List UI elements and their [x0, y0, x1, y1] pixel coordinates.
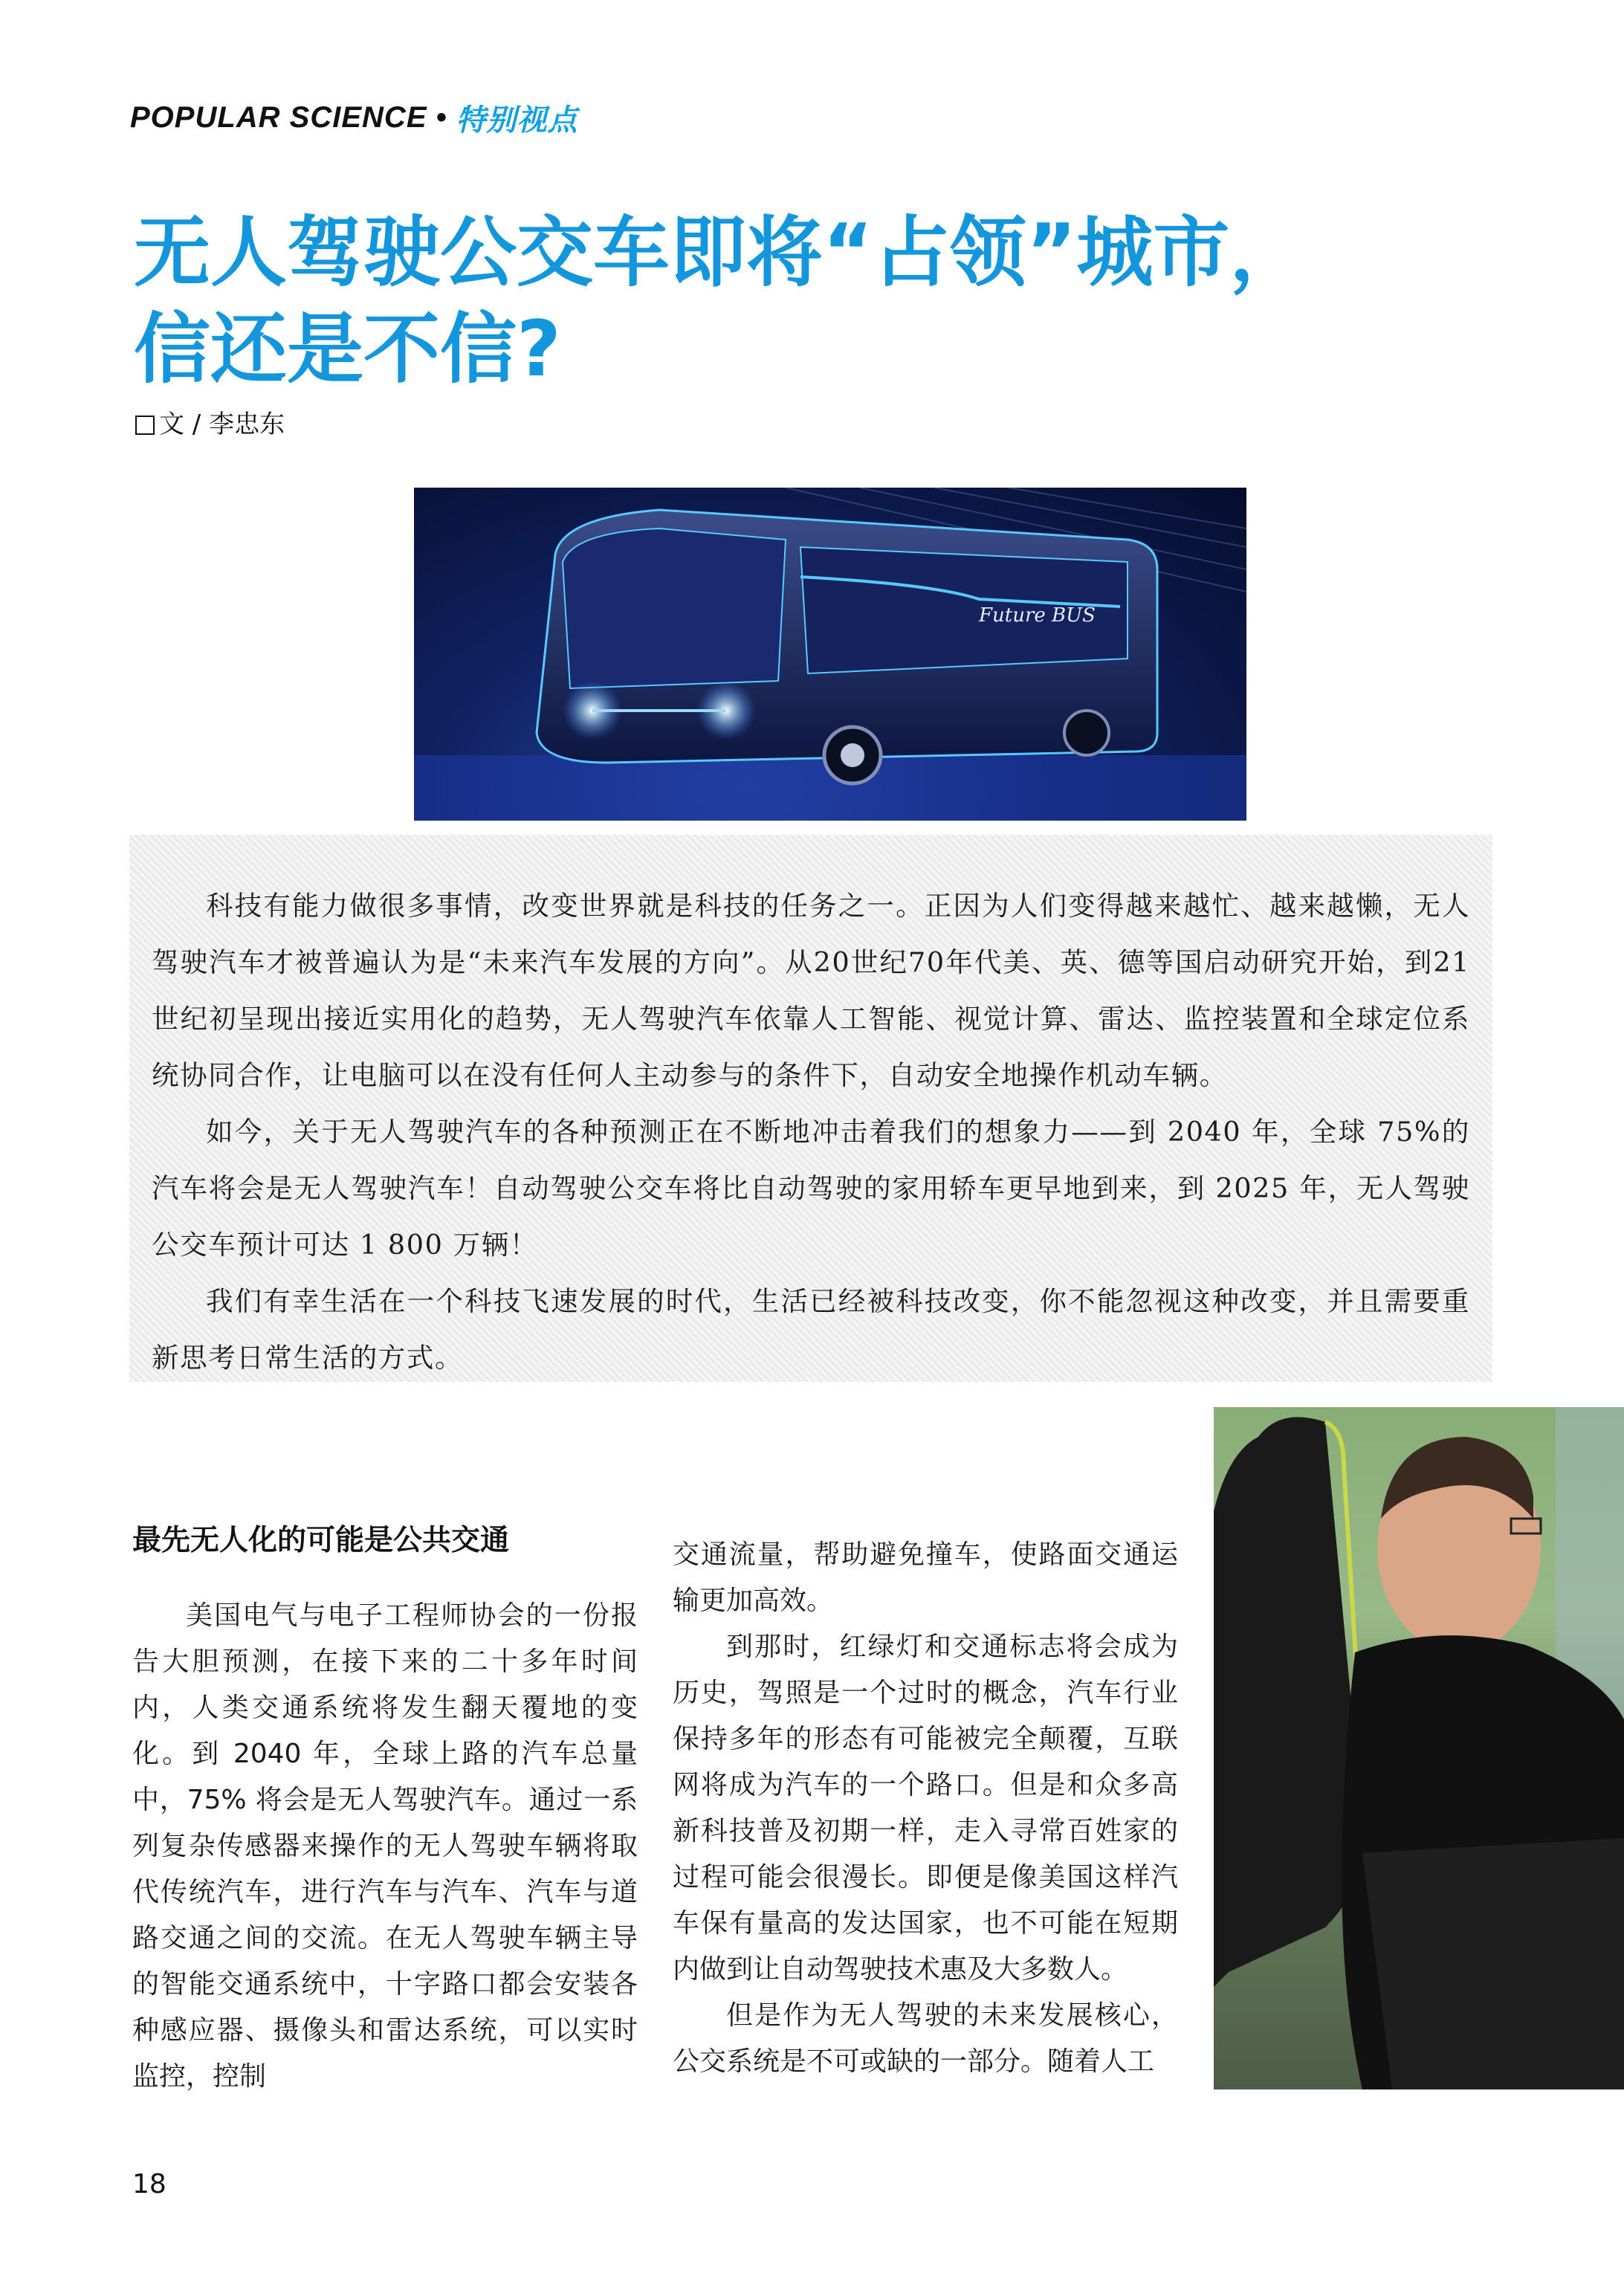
byline-box-icon: [135, 416, 155, 435]
intro-paragraph-1: 科技有能力做很多事情，改变世界就是科技的任务之一。正因为人们变得越来越忙、越来越懒，无人驾驶汽车才被普遍认为是“未来汽车发展的方向”。从20世纪70年代美、英、德等国启动研究开始，到21世纪初呈现出接近实用化的趋势，无人驾驶汽车依靠人工智能、视觉计算、雷达、监控装置和全球定位系统协同合作，让电脑可以在没有任何人主动参与的条件下，自动安全地操作机动车辆。: [152, 890, 1470, 1091]
section-heading: 最先无人化的可能是公共交通: [132, 1524, 510, 1557]
header-separator: •: [436, 100, 447, 134]
future-bus-illustration: [414, 488, 1246, 821]
byline-text: 文 / 李忠东: [159, 410, 285, 439]
article-title: [134, 204, 1546, 398]
intro-paragraph-3: 我们有幸生活在一个科技飞速发展的时代，生活已经被科技改变，你不能忽视这种改变，并且需要重新思考日常生活的方式。: [152, 1285, 1470, 1374]
body-paragraph: 到那时，红绿灯和交通标志将会成为历史，驾照是一个过时的概念，汽车行业保持多年的形态有可能被完全颠覆，互联网将成为汽车的一个路口。但是和众多高新科技普及初期一样，走入寻常百姓家的过程可能会很漫长。即便是像美国这样汽车保有量高的发达国家，也不可能在短期内做到让自动驾驶技术惠及大多数人。: [673, 1632, 1178, 1985]
body-paragraph: 美国电气与电子工程师协会的一份报告大胆预测，在接下来的二十多年时间内，人类交通系统将发生翻天覆地的变化。到 2040 年，全球上路的汽车总量中，75% 将会是无人驾驶汽车。通过一系列复杂传感器来操作的无人驾驶车辆将取代传统汽车，进行汽车与汽车、汽车与道路交通之间的交流。在无人驾驶车辆主导的智能交通系统中，十字路口都会安装各种感应器、摄像头和雷达系统，可以实时监控，控制: [132, 1600, 638, 2092]
intro-panel: [129, 835, 1492, 1382]
publication-name: POPULAR SCIENCE: [130, 100, 427, 134]
title-line-1: 无人驾驶公交车即将“占领”城市，: [134, 208, 1307, 297]
running-header: [130, 95, 578, 140]
title-line-2: 信还是不信?: [134, 305, 561, 394]
body-paragraph-continuation: 交通流量，帮助避免撞车，使路面交通运输更加高效。: [673, 1539, 1178, 1616]
body-column-2: [673, 1532, 1178, 2085]
driver-seat-photo: [1214, 1407, 1624, 2089]
page-number: 18: [132, 2169, 166, 2199]
body-paragraph: 但是作为无人驾驶的未来发展核心，公交系统是不可或缺的一部分。随着人工: [673, 2000, 1178, 2077]
byline: [135, 404, 285, 440]
body-column-1: [132, 1519, 638, 2100]
section-name: 特别视点: [456, 103, 578, 137]
driver-illustration: [1214, 1407, 1624, 2089]
future-bus-photo: [414, 488, 1246, 821]
bus-sign-text: Future BUS: [979, 604, 1096, 627]
intro-paragraph-2: 如今，关于无人驾驶汽车的各种预测正在不断地冲击着我们的想象力——到 2040 年，全球 75%的汽车将会是无人驾驶汽车！自动驾驶公交车将比自动驾驶的家用轿车更早地到来，到 2025 年，无人驾驶公交车预计可达 1 800 万辆！: [152, 1116, 1470, 1261]
